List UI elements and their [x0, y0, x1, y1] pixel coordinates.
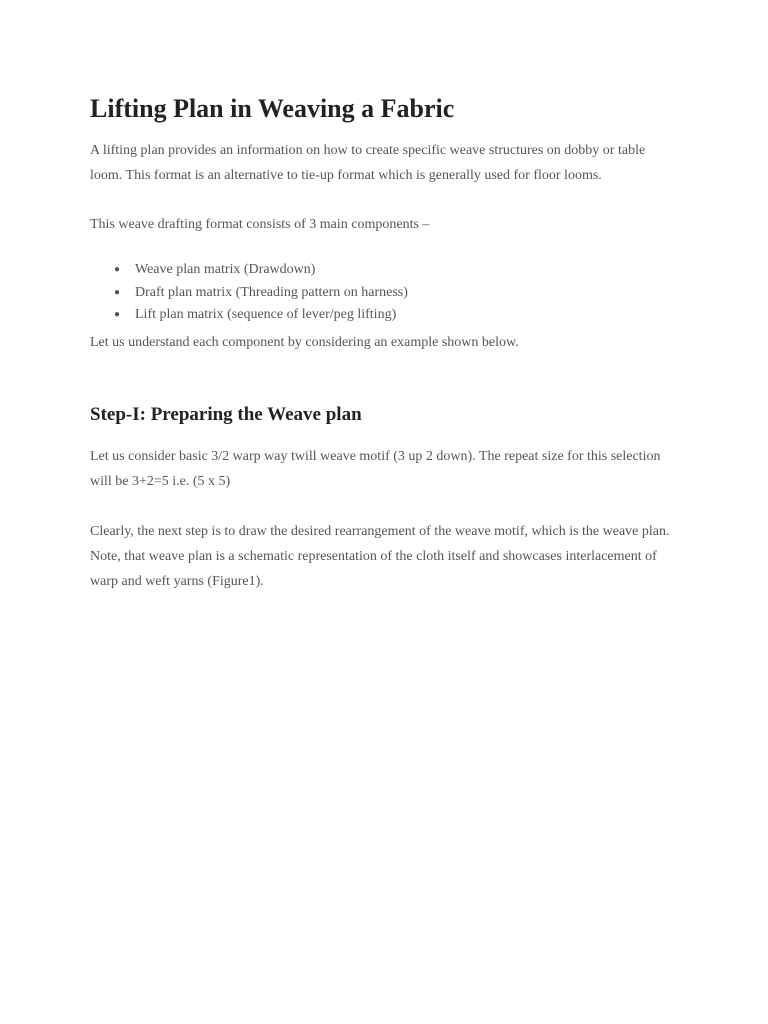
bullet-icon: ●	[114, 264, 121, 275]
understand-paragraph: Let us understand each component by considering an example shown below.	[90, 334, 519, 350]
article	[90, 92, 680, 594]
step1-paragraph-1: Let us consider basic 3/2 warp way twill weave motif (3 up 2 down). The repeat size for this selection will be 3+2=5 i.e. (5 x 5)	[90, 448, 661, 489]
intro-paragraph: A lifting plan provides an information on how to create specific weave structures on dobby or table loom. This format is an alternative to tie-up format which is generally used for floor looms.	[90, 143, 646, 183]
step1-heading: Step-I: Preparing the Weave plan	[90, 403, 362, 425]
components-list	[90, 259, 680, 327]
components-lead-paragraph: This weave drafting format consists of 3 main components –	[90, 217, 430, 232]
list-item	[114, 304, 680, 327]
bullet-icon: ●	[114, 309, 121, 320]
list-item	[114, 259, 680, 282]
list-item-text: Draft plan matrix (Threading pattern on harness)	[135, 284, 408, 300]
list-item-text: Weave plan matrix (Drawdown)	[135, 262, 316, 277]
list-item-text: Lift plan matrix (sequence of lever/peg lifting)	[135, 307, 397, 322]
list-item	[114, 282, 680, 305]
step1-paragraph-2: Clearly, the next step is to draw the desired rearrangement of the weave motif, which is the weave plan. Note, that weave plan is a schematic representation of the cloth itself and showcases interlacement of warp and weft yarns (Figure1).	[90, 523, 670, 589]
page-title: Lifting Plan in Weaving a Fabric	[90, 94, 455, 123]
bullet-icon: ●	[114, 286, 121, 298]
